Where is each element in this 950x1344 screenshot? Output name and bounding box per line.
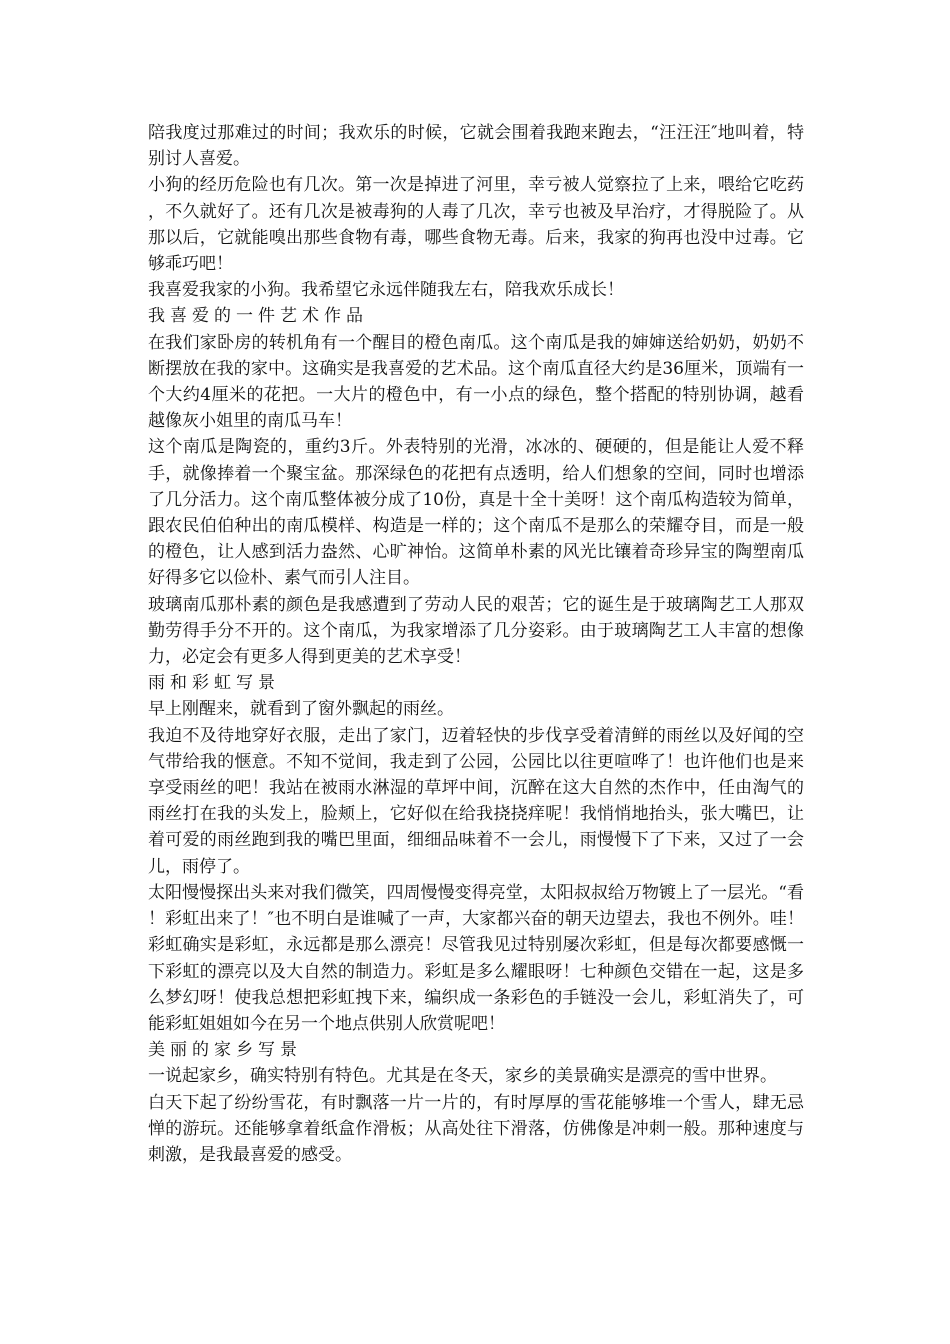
- paragraph-rainbow-appears: 太阳慢慢探出头来对我们微笑，四周慢慢变得亮堂，太阳叔叔给万物镀上了一层光。“看！彩虹出来了！″也不明白是谁喊了一声，大家都兴奋的朝天边望去，我也不例外。哇！彩虹确实是彩虹，永远都是那么漂亮！尽管我见过特别屡次彩虹，但是每次都要感慨一下彩虹的漂亮以及大自然的制造力。彩虹是多么耀眼呀！七种颜色交错在一起，这是多么梦幻呀！使我总想把彩虹拽下来，编织成一条彩色的手链没一会儿，彩虹消失了，可能彩虹姐姐如今在另一个地点供别人欣赏呢吧！: [148, 882, 804, 1034]
- paragraph-hometown-snow: 白天下起了纷纷雪花，有时飘落一片一片的，有时厚厚的雪花能够堆一个雪人，肆无忌惮的游玩。还能够拿着纸盒作滑板；从高处往下滑落，仿佛像是冲刺一般。那种速度与刺激，是我最喜爱的感受。: [148, 1092, 804, 1165]
- section-heading-rainbow: 雨和彩虹写景: [148, 673, 280, 694]
- section-heading-artwork: 我喜爱的一件艺术作品: [148, 306, 368, 327]
- document-page: [148, 120, 804, 1168]
- paragraph-dog-danger: 小狗的经历危险也有几次。第一次是掉进了河里，幸亏被人觉察拉了上来，喂给它吃药，不久就好了。还有几次是被毒狗的人毒了几次，幸亏也被及早治疗，才得脱险了。从那以后，它就能嗅出那些食物有毒，哪些食物无毒。后来，我家的狗再也没中过毒。它够乖巧吧！: [148, 175, 804, 275]
- paragraph-hometown-intro: 一说起家乡，确实特别有特色。尤其是在冬天，家乡的美景确实是漂亮的雪中世界。: [148, 1066, 777, 1087]
- paragraph-rain-park: 我迫不及待地穿好衣服，走出了家门，迈着轻快的步伐享受着清鲜的雨丝以及好闻的空气带给我的惬意。不知不觉间，我走到了公园，公园比以往更喧哗了！也许他们也是来享受雨丝的吧！我站在被雨水淋湿的草坪中间，沉醉在这大自然的杰作中，任由淘气的雨丝打在我的头发上，脸颊上，它好似在给我挠挠痒呢！我悄悄地抬头，张大嘴巴，让着可爱的雨丝跑到我的嘴巴里面，细细品味着不一会儿，雨慢慢下了下来，又过了一会儿，雨停了。: [148, 725, 804, 877]
- paragraph-pumpkin-conclusion: 玻璃南瓜那朴素的颜色是我感遭到了劳动人民的艰苦；它的诞生是于玻璃陶艺工人那双勤劳得手分不开的。这个南瓜，为我家增添了几分姿彩。由于玻璃陶艺工人丰富的想像力，必定会有更多人得到更美的艺术享受！: [148, 594, 804, 668]
- paragraph-pumpkin-intro: 在我们家卧房的转机角有一个醒目的橙色南瓜。这个南瓜是我的婶婶送给奶奶，奶奶不断摆放在我的家中。这确实是我喜爱的艺术品。这个南瓜直径大约是36厘米，顶端有一个大约4厘米的花把。一大片的橙色中，有一小点的绿色，整个搭配的特别协调，越看越像灰小姐里的南瓜马车！: [148, 332, 804, 432]
- paragraph-dog-companion: 陪我度过那难过的时间；我欢乐的时候，它就会围着我跑来跑去，“汪汪汪″地叫着，特别讨人喜爱。: [148, 123, 804, 170]
- paragraph-dog-conclusion: 我喜爱我家的小狗。我希望它永远伴随我左右，陪我欢乐成长！: [148, 280, 624, 301]
- paragraph-pumpkin-detail: 这个南瓜是陶瓷的，重约3斤。外表特别的光滑，冰冰的、硬硬的，但是能让人爱不释手，就像捧着一个聚宝盆。那深绿色的花把有点透明，给人们想象的空间，同时也增添了几分活力。这个南瓜整体被分成了10份，真是十全十美呀！这个南瓜构造较为简单，跟农民伯伯种出的南瓜模样、构造是一样的；这个南瓜不是那么的荣耀夺目，而是一般的橙色，让人感到活力盎然、心旷神怡。这简单朴素的风光比镶着奇珍异宝的陶塑南瓜好得多它以俭朴、素气而引人注目。: [148, 437, 804, 589]
- paragraph-rain-morning: 早上刚醒来，就看到了窗外飘起的雨丝。: [148, 699, 454, 720]
- section-heading-hometown: 美丽的家乡写景: [148, 1040, 302, 1061]
